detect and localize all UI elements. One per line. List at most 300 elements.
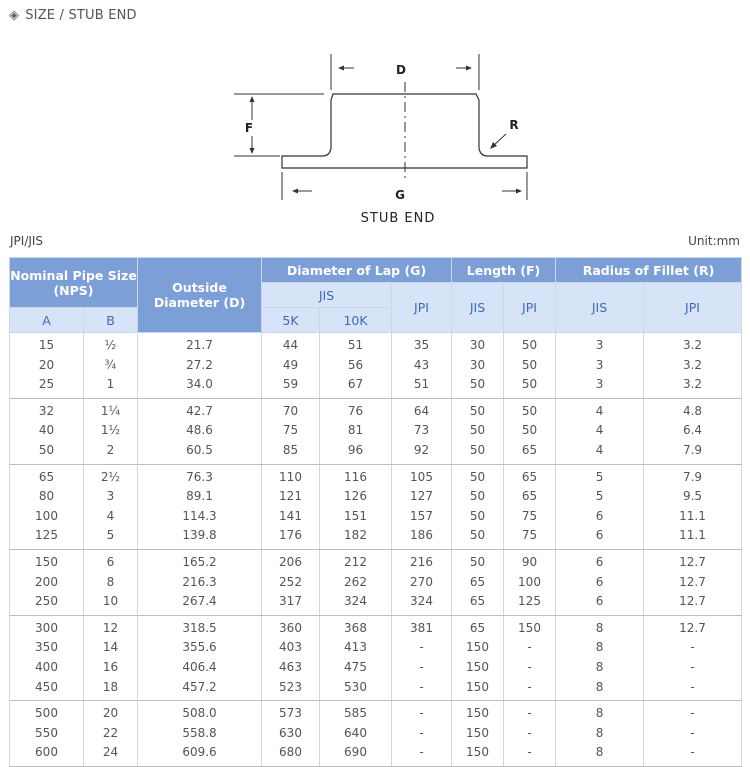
cell-value: 6 bbox=[106, 554, 115, 569]
cell-value: 8 bbox=[595, 679, 604, 694]
cell-value: 11.1 bbox=[679, 508, 706, 523]
cell-radius-jis bbox=[556, 549, 644, 615]
cell-value: 1¼ bbox=[100, 403, 121, 418]
cell-value: 150 bbox=[466, 659, 489, 674]
cell-value: 262 bbox=[344, 574, 367, 589]
stub-end-size-table bbox=[9, 257, 742, 767]
cell-radius-jis bbox=[556, 464, 644, 549]
cell-value: 368 bbox=[344, 620, 367, 635]
cell-value: 318.5 bbox=[182, 620, 217, 635]
cell-value: - bbox=[690, 725, 695, 740]
cell-value: 680 bbox=[279, 745, 302, 760]
header-outside-diameter: Outside Diameter (D) bbox=[138, 258, 262, 333]
header-radius-jis: JIS bbox=[556, 283, 644, 333]
cell-length-jis bbox=[452, 615, 504, 700]
cell-value: 9.5 bbox=[682, 489, 703, 504]
header-radius-of-fillet: Radius of Fillet (R) bbox=[556, 258, 742, 283]
cell-lap-jis-5k bbox=[262, 333, 320, 399]
cell-nps-a bbox=[10, 464, 84, 549]
cell-value: 75 bbox=[521, 528, 538, 543]
cell-value: 508.0 bbox=[182, 706, 217, 721]
section-title bbox=[9, 5, 137, 25]
cell-value: 12.7 bbox=[679, 574, 706, 589]
cell-value: 65 bbox=[521, 442, 538, 457]
cell-value: 50 bbox=[469, 489, 486, 504]
cell-value: 182 bbox=[344, 528, 367, 543]
cell-value: ½ bbox=[104, 338, 117, 352]
cell-radius-jpi bbox=[644, 464, 742, 549]
diagram-caption: STUB END bbox=[360, 211, 436, 226]
cell-value: - bbox=[690, 706, 695, 721]
cell-value: 65 bbox=[469, 574, 486, 589]
cell-length-jis bbox=[452, 701, 504, 767]
cell-value: 50 bbox=[521, 403, 538, 418]
cell-value: 76.3 bbox=[186, 469, 213, 484]
cell-nps-a bbox=[10, 701, 84, 767]
cell-value: 206 bbox=[279, 554, 302, 569]
cell-value: 65 bbox=[521, 489, 538, 504]
cell-value: 12.7 bbox=[679, 554, 706, 569]
cell-value: 11.1 bbox=[679, 528, 706, 543]
table-row-group bbox=[10, 464, 742, 549]
cell-radius-jpi bbox=[644, 615, 742, 700]
cell-nps-a bbox=[10, 615, 84, 700]
cell-value: 24 bbox=[102, 745, 119, 760]
cell-value: 690 bbox=[344, 745, 367, 760]
cell-value: 12 bbox=[102, 620, 119, 635]
cell-value: 110 bbox=[279, 469, 302, 484]
table-row-group bbox=[10, 333, 742, 399]
cell-value: 324 bbox=[344, 594, 367, 609]
cell-value: 8 bbox=[595, 620, 604, 635]
cell-value: 14 bbox=[102, 640, 119, 655]
cell-value: 8 bbox=[595, 706, 604, 721]
header-diameter-of-lap: Diameter of Lap (G) bbox=[262, 258, 452, 283]
cell-value: 44 bbox=[282, 338, 299, 352]
cell-value: 50 bbox=[469, 403, 486, 418]
cell-value: 150 bbox=[466, 725, 489, 740]
table-row-group bbox=[10, 398, 742, 464]
cell-value: 267.4 bbox=[182, 594, 217, 609]
cell-value: 80 bbox=[38, 489, 55, 504]
header-a: A bbox=[10, 308, 84, 333]
cell-value: 50 bbox=[469, 442, 486, 457]
cell-nps-b bbox=[84, 464, 138, 549]
cell-value: 400 bbox=[35, 659, 58, 674]
cell-value: 573 bbox=[279, 706, 302, 721]
cell-value: 413 bbox=[344, 640, 367, 655]
cell-outside-diameter bbox=[138, 333, 262, 399]
cell-value: 463 bbox=[279, 659, 302, 674]
cell-value: 50 bbox=[521, 377, 538, 392]
cell-value: 96 bbox=[347, 442, 364, 457]
cell-value: 157 bbox=[410, 508, 433, 523]
cell-value: 6.4 bbox=[682, 423, 703, 438]
cell-value: 126 bbox=[344, 489, 367, 504]
cell-value: 6 bbox=[595, 594, 604, 609]
cell-nps-b bbox=[84, 701, 138, 767]
cell-value: 30 bbox=[469, 338, 486, 352]
cell-lap-jis-10k bbox=[320, 549, 392, 615]
cell-value: 50 bbox=[469, 508, 486, 523]
cell-value: 50 bbox=[469, 469, 486, 484]
cell-value: 8 bbox=[595, 640, 604, 655]
cell-outside-diameter bbox=[138, 549, 262, 615]
cell-value: 25 bbox=[38, 377, 55, 392]
cell-length-jpi bbox=[504, 464, 556, 549]
cell-value: 2½ bbox=[100, 469, 121, 484]
cell-value: 67 bbox=[347, 377, 364, 392]
cell-value: 165.2 bbox=[182, 554, 217, 569]
cell-outside-diameter bbox=[138, 701, 262, 767]
cell-value: - bbox=[690, 659, 695, 674]
cell-value: 21.7 bbox=[186, 338, 213, 352]
cell-value: - bbox=[527, 706, 532, 721]
cell-value: 105 bbox=[410, 469, 433, 484]
cell-value: 50 bbox=[469, 423, 486, 438]
cell-value: 1 bbox=[106, 377, 115, 392]
cell-value: - bbox=[690, 679, 695, 694]
cell-value: - bbox=[690, 640, 695, 655]
cell-value: 4.8 bbox=[682, 403, 703, 418]
cell-value: 85 bbox=[282, 442, 299, 457]
cell-nps-a bbox=[10, 398, 84, 464]
cell-length-jpi bbox=[504, 398, 556, 464]
header-10k: 10K bbox=[320, 308, 392, 333]
cell-value: 50 bbox=[469, 528, 486, 543]
cell-lap-jis-10k bbox=[320, 615, 392, 700]
cell-length-jis bbox=[452, 333, 504, 399]
cell-value: 75 bbox=[282, 423, 299, 438]
cell-length-jis bbox=[452, 398, 504, 464]
cell-outside-diameter bbox=[138, 615, 262, 700]
cell-value: - bbox=[527, 679, 532, 694]
cell-value: 1½ bbox=[100, 423, 121, 438]
cell-value: 27.2 bbox=[186, 357, 213, 372]
cell-value: 40 bbox=[38, 423, 55, 438]
header-nps: Nominal Pipe Size (NPS) bbox=[10, 258, 138, 308]
cell-value: 100 bbox=[518, 574, 541, 589]
cell-value: 250 bbox=[35, 594, 58, 609]
cell-value: 212 bbox=[344, 554, 367, 569]
table-row-group bbox=[10, 615, 742, 700]
header-5k: 5K bbox=[262, 308, 320, 333]
cell-value: 20 bbox=[38, 357, 55, 372]
cell-value: 550 bbox=[35, 725, 58, 740]
cell-radius-jis bbox=[556, 398, 644, 464]
cell-value: 73 bbox=[413, 423, 430, 438]
cell-lap-jpi bbox=[392, 398, 452, 464]
cell-value: 56 bbox=[347, 357, 364, 372]
cell-value: 125 bbox=[518, 594, 541, 609]
cell-value: - bbox=[690, 745, 695, 760]
cell-value: 3 bbox=[595, 377, 604, 392]
header-lap-jpi: JPI bbox=[392, 283, 452, 333]
cell-value: 75 bbox=[521, 508, 538, 523]
cell-value: - bbox=[419, 706, 424, 721]
cell-length-jis bbox=[452, 464, 504, 549]
cell-value: 355.6 bbox=[182, 640, 217, 655]
cell-value: 186 bbox=[410, 528, 433, 543]
cell-value: 90 bbox=[521, 554, 538, 569]
cell-value: 406.4 bbox=[182, 659, 217, 674]
cell-value: 12.7 bbox=[679, 594, 706, 609]
cell-lap-jis-10k bbox=[320, 398, 392, 464]
cell-value: 3.2 bbox=[682, 357, 703, 372]
cell-value: 64 bbox=[413, 403, 430, 418]
cell-value: 65 bbox=[469, 594, 486, 609]
g-arrowhead-left bbox=[292, 189, 298, 194]
cell-value: 100 bbox=[35, 508, 58, 523]
cell-value: - bbox=[419, 640, 424, 655]
cell-lap-jpi bbox=[392, 549, 452, 615]
cell-value: 630 bbox=[279, 725, 302, 740]
cell-value: 65 bbox=[521, 469, 538, 484]
cell-value: 12.7 bbox=[679, 620, 706, 635]
cell-value: 139.8 bbox=[182, 528, 217, 543]
cell-value: 16 bbox=[102, 659, 119, 674]
cell-value: 150 bbox=[466, 679, 489, 694]
cell-lap-jpi bbox=[392, 615, 452, 700]
cell-outside-diameter bbox=[138, 464, 262, 549]
cell-value: 50 bbox=[469, 554, 486, 569]
cell-value: 4 bbox=[595, 423, 604, 438]
diamond-bullet-icon: ◈ bbox=[9, 7, 20, 23]
cell-radius-jpi bbox=[644, 398, 742, 464]
cell-value: 5 bbox=[595, 489, 604, 504]
cell-value: 50 bbox=[521, 338, 538, 352]
header-b: B bbox=[84, 308, 138, 333]
cell-value: 43 bbox=[413, 357, 430, 372]
cell-value: 76 bbox=[347, 403, 364, 418]
cell-value: 116 bbox=[344, 469, 367, 484]
cell-lap-jis-10k bbox=[320, 701, 392, 767]
cell-value: - bbox=[419, 725, 424, 740]
table-row-group bbox=[10, 549, 742, 615]
cell-radius-jpi bbox=[644, 701, 742, 767]
cell-value: 65 bbox=[38, 469, 55, 484]
unit-label: Unit:mm bbox=[688, 234, 740, 248]
cell-length-jpi bbox=[504, 701, 556, 767]
cell-value: 585 bbox=[344, 706, 367, 721]
cell-length-jis bbox=[452, 549, 504, 615]
cell-value: 50 bbox=[38, 442, 55, 457]
cell-value: 4 bbox=[595, 403, 604, 418]
cell-value: 200 bbox=[35, 574, 58, 589]
cell-value: 50 bbox=[521, 357, 538, 372]
cell-value: 127 bbox=[410, 489, 433, 504]
cell-value: - bbox=[419, 745, 424, 760]
cell-lap-jpi bbox=[392, 333, 452, 399]
cell-lap-jpi bbox=[392, 464, 452, 549]
cell-value: 150 bbox=[35, 554, 58, 569]
cell-value: 6 bbox=[595, 508, 604, 523]
cell-value: 3 bbox=[106, 489, 115, 504]
cell-value: 10 bbox=[102, 594, 119, 609]
cell-value: 151 bbox=[344, 508, 367, 523]
cell-value: 70 bbox=[282, 403, 299, 418]
cell-value: 81 bbox=[347, 423, 364, 438]
standard-label: JPI/JIS bbox=[10, 234, 44, 248]
cell-value: 59 bbox=[282, 377, 299, 392]
cell-value: 216 bbox=[410, 554, 433, 569]
cell-lap-jis-10k bbox=[320, 333, 392, 399]
cell-value: 15 bbox=[38, 338, 55, 352]
header-radius-jpi: JPI bbox=[644, 283, 742, 333]
cell-value: 609.6 bbox=[182, 745, 217, 760]
cell-value: 150 bbox=[466, 640, 489, 655]
cell-value: 89.1 bbox=[186, 489, 213, 504]
cell-value: - bbox=[419, 659, 424, 674]
cell-value: 360 bbox=[279, 620, 302, 635]
cell-value: 6 bbox=[595, 528, 604, 543]
header-length-jpi: JPI bbox=[504, 283, 556, 333]
f-arrowhead-top bbox=[250, 96, 255, 102]
cell-value: ¾ bbox=[104, 357, 117, 372]
cell-value: 300 bbox=[35, 620, 58, 635]
label-f: F bbox=[244, 121, 254, 135]
cell-value: 530 bbox=[344, 679, 367, 694]
cell-value: 65 bbox=[469, 620, 486, 635]
cell-value: 5 bbox=[595, 469, 604, 484]
table-row-group bbox=[10, 701, 742, 767]
cell-length-jpi bbox=[504, 549, 556, 615]
cell-nps-a bbox=[10, 549, 84, 615]
cell-value: 403 bbox=[279, 640, 302, 655]
cell-value: 7.9 bbox=[682, 442, 703, 457]
cell-value: 324 bbox=[410, 594, 433, 609]
cell-value: 150 bbox=[466, 745, 489, 760]
cell-nps-b bbox=[84, 398, 138, 464]
cell-lap-jis-5k bbox=[262, 615, 320, 700]
cell-value: 32 bbox=[38, 403, 55, 418]
cell-value: 51 bbox=[413, 377, 430, 392]
cell-value: 7.9 bbox=[682, 469, 703, 484]
cell-value: 450 bbox=[35, 679, 58, 694]
cell-value: 20 bbox=[102, 706, 119, 721]
cell-lap-jpi bbox=[392, 701, 452, 767]
cell-value: 270 bbox=[410, 574, 433, 589]
cell-lap-jis-5k bbox=[262, 701, 320, 767]
cell-value: 18 bbox=[102, 679, 119, 694]
cell-radius-jpi bbox=[644, 549, 742, 615]
cell-value: 2 bbox=[106, 442, 115, 457]
f-arrowhead-bottom bbox=[250, 148, 255, 154]
cell-value: 8 bbox=[106, 574, 115, 589]
d-arrowhead-left bbox=[338, 66, 344, 71]
section-title-text: SIZE / STUB END bbox=[25, 7, 137, 23]
cell-nps-b bbox=[84, 615, 138, 700]
cell-lap-jis-5k bbox=[262, 398, 320, 464]
cell-value: 5 bbox=[106, 528, 115, 543]
cell-value: 50 bbox=[469, 377, 486, 392]
cell-value: 150 bbox=[518, 620, 541, 635]
cell-value: 121 bbox=[279, 489, 302, 504]
cell-value: 22 bbox=[102, 725, 119, 740]
cell-value: 475 bbox=[344, 659, 367, 674]
cell-value: 3 bbox=[595, 338, 604, 352]
cell-value: 6 bbox=[595, 574, 604, 589]
cell-value: 600 bbox=[35, 745, 58, 760]
cell-value: 381 bbox=[410, 620, 433, 635]
cell-value: 150 bbox=[466, 706, 489, 721]
cell-value: - bbox=[527, 640, 532, 655]
cell-length-jpi bbox=[504, 615, 556, 700]
cell-value: 500 bbox=[35, 706, 58, 721]
cell-value: 125 bbox=[35, 528, 58, 543]
cell-value: - bbox=[527, 725, 532, 740]
cell-nps-a bbox=[10, 333, 84, 399]
cell-value: 523 bbox=[279, 679, 302, 694]
cell-radius-jis bbox=[556, 701, 644, 767]
cell-value: 141 bbox=[279, 508, 302, 523]
cell-nps-b bbox=[84, 549, 138, 615]
header-length: Length (F) bbox=[452, 258, 556, 283]
cell-value: 3.2 bbox=[682, 338, 703, 352]
cell-value: 114.3 bbox=[182, 508, 217, 523]
cell-value: 49 bbox=[282, 357, 299, 372]
cell-value: 35 bbox=[413, 338, 430, 352]
header-lap-jis: JIS bbox=[262, 283, 392, 308]
cell-value: 558.8 bbox=[182, 725, 217, 740]
cell-lap-jis-5k bbox=[262, 464, 320, 549]
cell-value: 30 bbox=[469, 357, 486, 372]
g-arrowhead-right bbox=[516, 189, 522, 194]
label-d: D bbox=[396, 63, 406, 77]
cell-lap-jis-5k bbox=[262, 549, 320, 615]
cell-radius-jis bbox=[556, 333, 644, 399]
cell-outside-diameter bbox=[138, 398, 262, 464]
cell-value: 4 bbox=[106, 508, 115, 523]
table-body bbox=[10, 333, 742, 767]
cell-value: 4 bbox=[595, 442, 604, 457]
d-arrowhead-right bbox=[466, 66, 472, 71]
cell-value: 3.2 bbox=[682, 377, 703, 392]
cell-value: 350 bbox=[35, 640, 58, 655]
label-r: R bbox=[509, 118, 519, 132]
cell-value: 51 bbox=[347, 338, 364, 352]
cell-value: 8 bbox=[595, 745, 604, 760]
label-g: G bbox=[395, 188, 405, 202]
cell-value: 252 bbox=[279, 574, 302, 589]
cell-value: - bbox=[527, 745, 532, 760]
cell-value: 8 bbox=[595, 725, 604, 740]
cell-radius-jis bbox=[556, 615, 644, 700]
cell-radius-jpi bbox=[644, 333, 742, 399]
header-length-jis: JIS bbox=[452, 283, 504, 333]
cell-value: 457.2 bbox=[182, 679, 217, 694]
stub-end-diagram bbox=[230, 52, 550, 232]
cell-length-jpi bbox=[504, 333, 556, 399]
cell-value: 6 bbox=[595, 554, 604, 569]
cell-value: 60.5 bbox=[186, 442, 213, 457]
cell-value: 640 bbox=[344, 725, 367, 740]
cell-value: 42.7 bbox=[186, 403, 213, 418]
cell-value: 34.0 bbox=[186, 377, 213, 392]
cell-lap-jis-10k bbox=[320, 464, 392, 549]
cell-value: - bbox=[527, 659, 532, 674]
cell-value: 50 bbox=[521, 423, 538, 438]
cell-value: 317 bbox=[279, 594, 302, 609]
cell-value: 8 bbox=[595, 659, 604, 674]
cell-value: 3 bbox=[595, 357, 604, 372]
cell-value: 176 bbox=[279, 528, 302, 543]
cell-value: 216.3 bbox=[182, 574, 217, 589]
cell-nps-b bbox=[84, 333, 138, 399]
cell-value: - bbox=[419, 679, 424, 694]
cell-value: 48.6 bbox=[186, 423, 213, 438]
cell-value: 92 bbox=[413, 442, 430, 457]
